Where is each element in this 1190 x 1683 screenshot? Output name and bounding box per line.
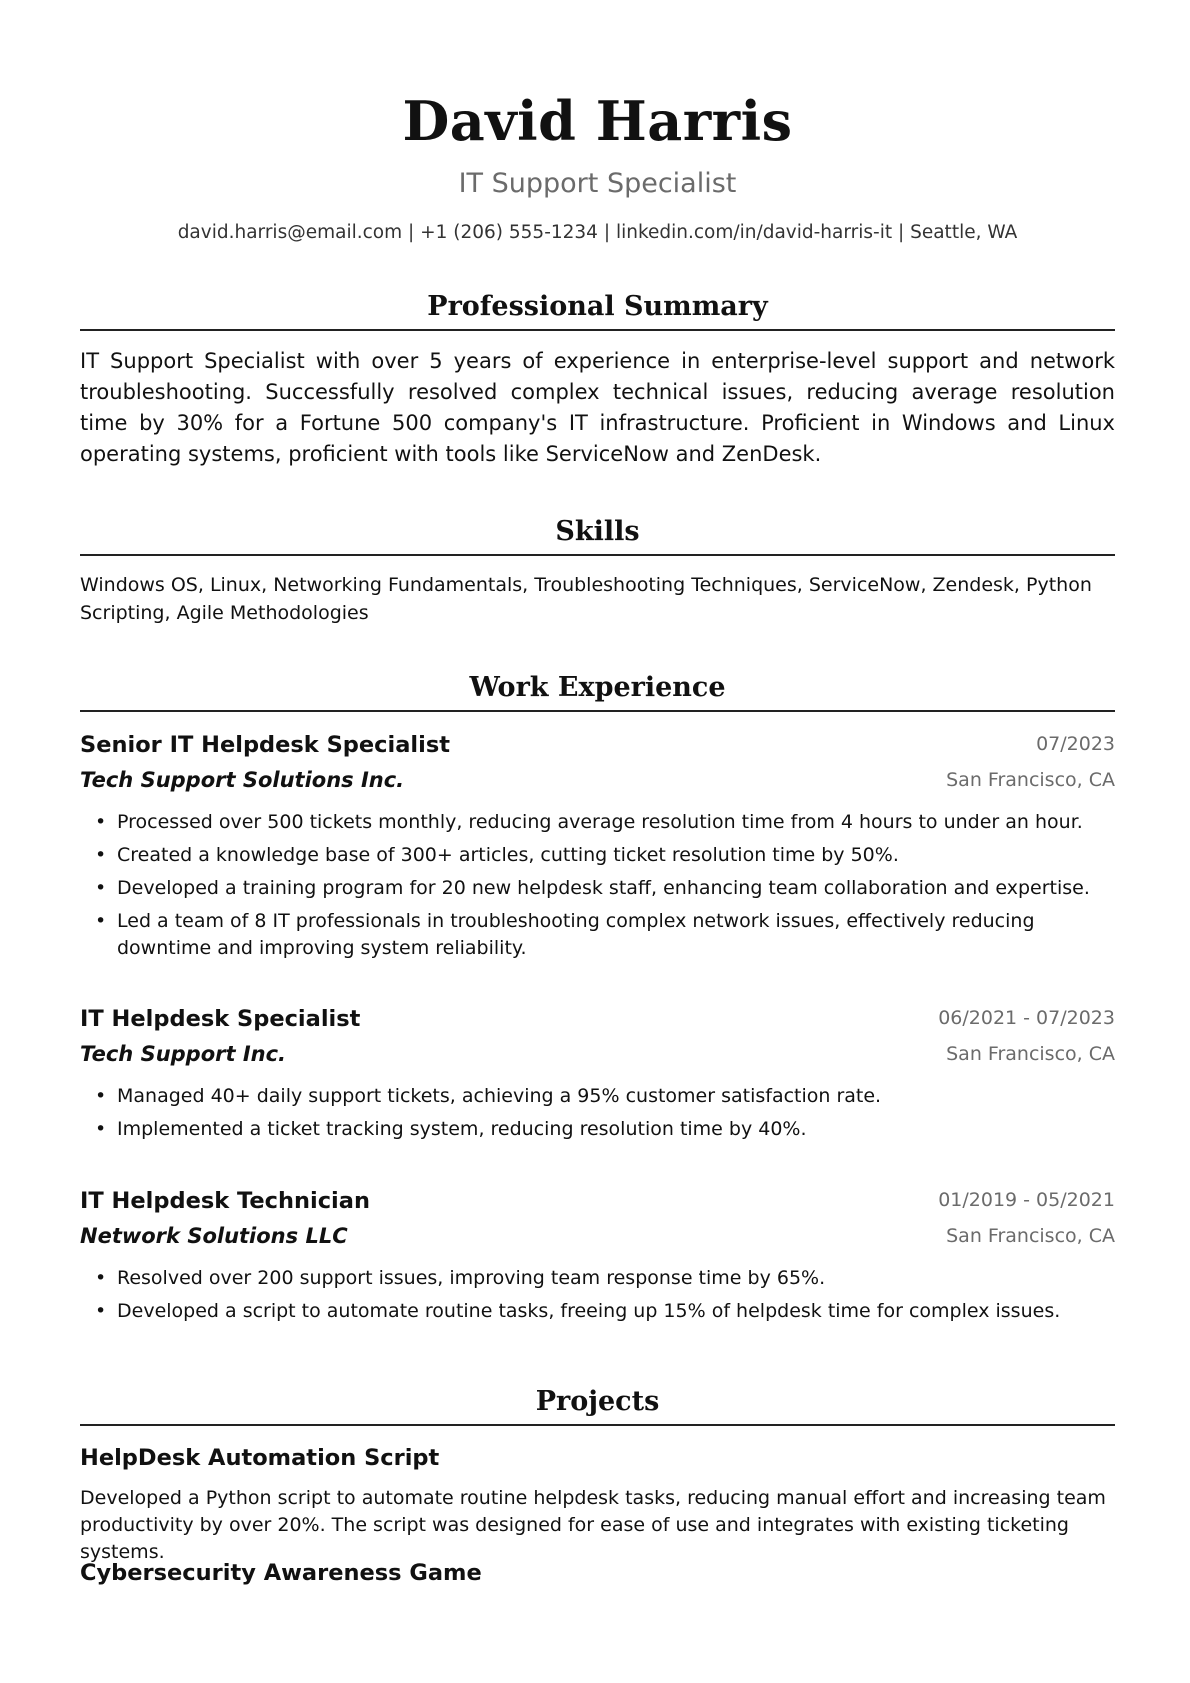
bullet-dot: • (95, 811, 107, 833)
job-date: 07/2023 (1036, 733, 1115, 755)
project-title: Cybersecurity Awareness Game (80, 1560, 482, 1586)
projects-divider (80, 1424, 1115, 1426)
experience-divider (80, 710, 1115, 712)
bullet-dot: • (95, 910, 107, 932)
job-title: IT Helpdesk Specialist (80, 1006, 361, 1032)
job-bullet: • Managed 40+ daily support tickets, achieving a 95% customer satisfaction rate. (80, 1083, 1115, 1110)
job-bullet: • Processed over 500 tickets monthly, reducing average resolution time from 4 hours to under an hour. (80, 809, 1115, 836)
skills-text: Windows OS, Linux, Networking Fundamentals, Troubleshooting Techniques, ServiceNow, Zendesk, Python Scripting, Agile Methodologies (80, 574, 1092, 624)
job-bullets (80, 1083, 1115, 1149)
job-bullet: • Resolved over 200 support issues, improving team response time by 65%. (80, 1265, 1115, 1292)
job-company: Tech Support Inc. (80, 1042, 287, 1066)
projects-heading: Projects (535, 1386, 660, 1417)
bullet-dot: • (95, 844, 107, 866)
job-bullet: • Implemented a ticket tracking system, reducing resolution time by 40%. (80, 1116, 1115, 1143)
skills-divider (80, 554, 1115, 556)
project-description: Developed a Python script to automate routine helpdesk tasks, reducing manual effort and increasing team productivity by over 20%. The script was designed for ease of use and integrates with existing ticketing systems. (80, 1487, 1106, 1563)
bullet-dot: • (95, 877, 107, 899)
job-company: Tech Support Solutions Inc. (80, 768, 405, 792)
skills-heading: Skills (555, 516, 640, 547)
job-bullets (80, 809, 1115, 968)
job-bullet: • Led a team of 8 IT professionals in troubleshooting complex network issues, effectively reducing downtime and improving system reliability. (95, 910, 1035, 959)
job-bullet: • Developed a script to automate routine tasks, freeing up 15% of helpdesk time for complex issues. (80, 1298, 1115, 1325)
summary-text: IT Support Specialist with over 5 years of experience in enterprise-level support and network troubleshooting. Successfully resolved complex technical issues, reducing average resolution time by 30% for a Fortune 500 company's IT infrastructure. Proficient in Windows and Linux operating systems, proficient with tools like ServiceNow and ZenDesk. (80, 349, 1115, 466)
candidate-name: David Harris (402, 89, 793, 153)
bullet-dot: • (95, 1118, 107, 1140)
job-location: San Francisco, CA (946, 1043, 1115, 1065)
bullet-dot: • (95, 1300, 107, 1322)
summary-heading: Professional Summary (427, 291, 768, 322)
job-location: San Francisco, CA (946, 769, 1115, 791)
bullet-dot: • (95, 1267, 107, 1289)
contact-line: david.harris@email.com | +1 (206) 555-1234 | linkedin.com/in/david-harris-it | Seattle, WA (177, 222, 1018, 243)
candidate-role: IT Support Specialist (458, 168, 737, 199)
job-bullets (80, 1265, 1115, 1331)
job-date: 06/2021 - 07/2023 (938, 1007, 1115, 1029)
job-title: Senior IT Helpdesk Specialist (80, 732, 450, 758)
job-bullet: • Developed a training program for 20 new helpdesk staff, enhancing team collaboration and expertise. (80, 875, 1115, 902)
job-company: Network Solutions LLC (80, 1224, 348, 1248)
summary-divider (80, 329, 1115, 331)
job-title: IT Helpdesk Technician (80, 1188, 370, 1214)
project-title: HelpDesk Automation Script (80, 1445, 440, 1471)
job-location: San Francisco, CA (946, 1225, 1115, 1247)
experience-heading: Work Experience (469, 672, 726, 703)
job-bullet: • Created a knowledge base of 300+ articles, cutting ticket resolution time by 50%. (80, 842, 1115, 869)
job-date: 01/2019 - 05/2021 (938, 1189, 1115, 1211)
bullet-dot: • (95, 1085, 107, 1107)
